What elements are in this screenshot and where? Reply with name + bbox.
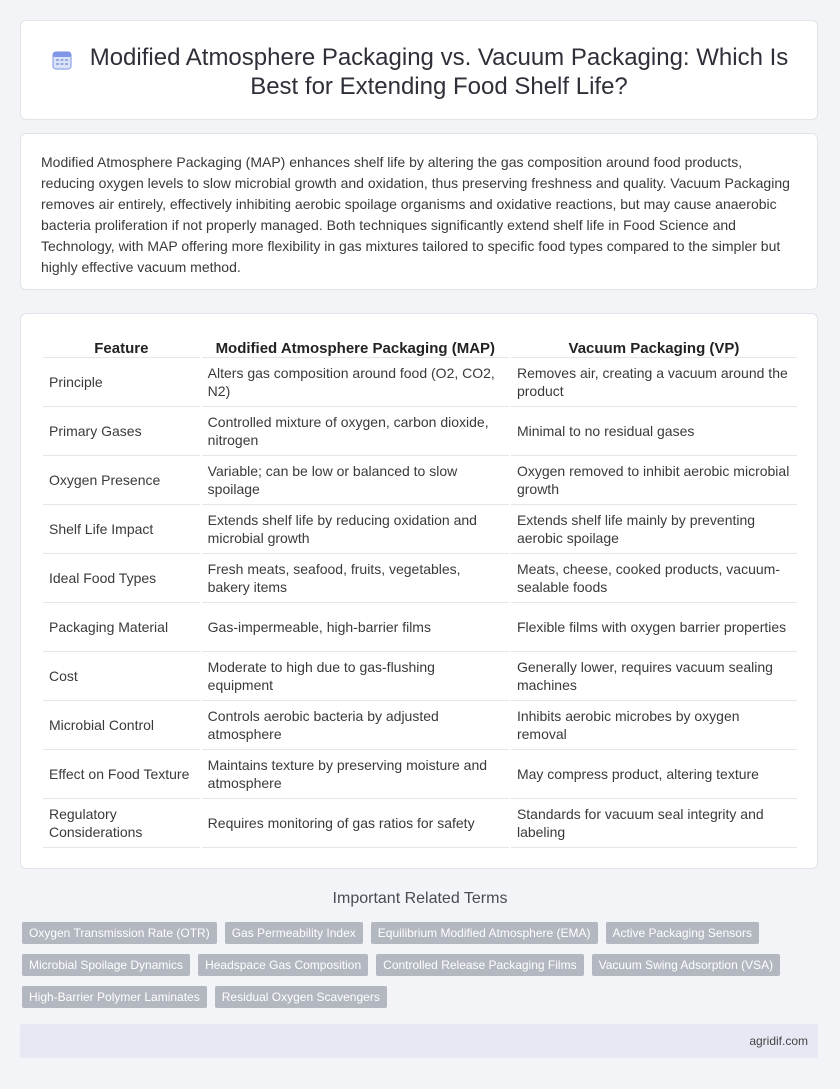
table-row [43,407,797,456]
feature-cell: Cost [43,652,201,701]
feature-cell: Regulatory Considerations [43,799,201,848]
table-row [43,554,797,603]
vp-cell: May compress product, altering texture [510,750,797,799]
table-header-row [43,334,797,358]
vp-cell: Minimal to no residual gases [510,407,797,456]
map-cell: Moderate to high due to gas-flushing equipment [201,652,510,701]
map-cell: Controls aerobic bacteria by adjusted atmosphere [201,701,510,750]
term-tag[interactable]: Oxygen Transmission Rate (OTR) [22,922,217,944]
feature-cell: Oxygen Presence [43,456,201,505]
map-cell: Fresh meats, seafood, fruits, vegetables, bakery items [201,554,510,603]
vp-cell: Extends shelf life mainly by preventing aerobic spoilage [510,505,797,554]
comparison-table-card [20,313,818,869]
feature-cell: Microbial Control [43,701,201,750]
related-terms-heading: Important Related Terms [332,890,508,907]
title-card [20,20,818,120]
header-feature: Feature [43,334,201,358]
term-tag[interactable]: Headspace Gas Composition [198,954,368,976]
term-tag[interactable]: Vacuum Swing Adsorption (VSA) [592,954,781,976]
vp-cell: Inhibits aerobic microbes by oxygen removal [510,701,797,750]
table-row [43,456,797,505]
map-cell: Variable; can be low or balanced to slow spoilage [201,456,510,505]
table-row [43,799,797,848]
feature-cell: Effect on Food Texture [43,750,201,799]
feature-cell: Principle [43,358,201,407]
map-cell: Alters gas composition around food (O2, CO2, N2) [201,358,510,407]
term-tag[interactable]: Gas Permeability Index [225,922,363,944]
table-row [43,701,797,750]
related-terms-list [22,922,802,1008]
site-link[interactable]: agridif.com [749,1034,808,1048]
page-title: Modified Atmosphere Packaging vs. Vacuum Packaging: Which Is Best for Extending Food Shelf Life? [89,44,789,100]
feature-cell: Primary Gases [43,407,201,456]
table-row [43,603,797,652]
intro-card [20,133,818,290]
table-row [43,505,797,554]
comparison-table [43,334,797,848]
term-tag[interactable]: Active Packaging Sensors [606,922,759,944]
intro-paragraph: Modified Atmosphere Packaging (MAP) enhances shelf life by altering the gas composition around food products, reducing oxygen levels to slow microbial growth and oxidation, thus preserving freshness and quality. Vacuum Packaging removes air entirely, effectively inhibiting aerobic spoilage organisms and oxidative reactions, but may cause anaerobic bacteria proliferation if not properly managed. Both techniques significantly extend shelf life in Food Science and Technology, with MAP offering more flexibility in gas mixtures tailored to specific food types compared to the simpler but highly effective vacuum method. [41,154,790,275]
map-cell: Requires monitoring of gas ratios for safety [201,799,510,848]
term-tag[interactable]: Residual Oxygen Scavengers [215,986,387,1008]
vp-cell: Removes air, creating a vacuum around the product [510,358,797,407]
vp-cell: Oxygen removed to inhibit aerobic microbial growth [510,456,797,505]
footer-bar [20,1024,818,1058]
term-tag[interactable]: Controlled Release Packaging Films [376,954,583,976]
term-tag[interactable]: Microbial Spoilage Dynamics [22,954,190,976]
map-cell: Controlled mixture of oxygen, carbon dioxide, nitrogen [201,407,510,456]
map-cell: Extends shelf life by reducing oxidation and microbial growth [201,505,510,554]
header-map: Modified Atmosphere Packaging (MAP) [201,334,510,358]
term-tag[interactable]: Equilibrium Modified Atmosphere (EMA) [371,922,598,944]
table-row [43,652,797,701]
feature-cell: Packaging Material [43,603,201,652]
map-cell: Gas-impermeable, high-barrier films [201,603,510,652]
table-row [43,358,797,407]
term-tag[interactable]: High-Barrier Polymer Laminates [22,986,207,1008]
map-cell: Maintains texture by preserving moisture and atmosphere [201,750,510,799]
vp-cell: Generally lower, requires vacuum sealing machines [510,652,797,701]
feature-cell: Ideal Food Types [43,554,201,603]
feature-cell: Shelf Life Impact [43,505,201,554]
header-vp: Vacuum Packaging (VP) [510,334,797,358]
vp-cell: Flexible films with oxygen barrier properties [510,603,797,652]
table-row [43,750,797,799]
vp-cell: Meats, cheese, cooked products, vacuum-sealable foods [510,554,797,603]
vp-cell: Standards for vacuum seal integrity and labeling [510,799,797,848]
